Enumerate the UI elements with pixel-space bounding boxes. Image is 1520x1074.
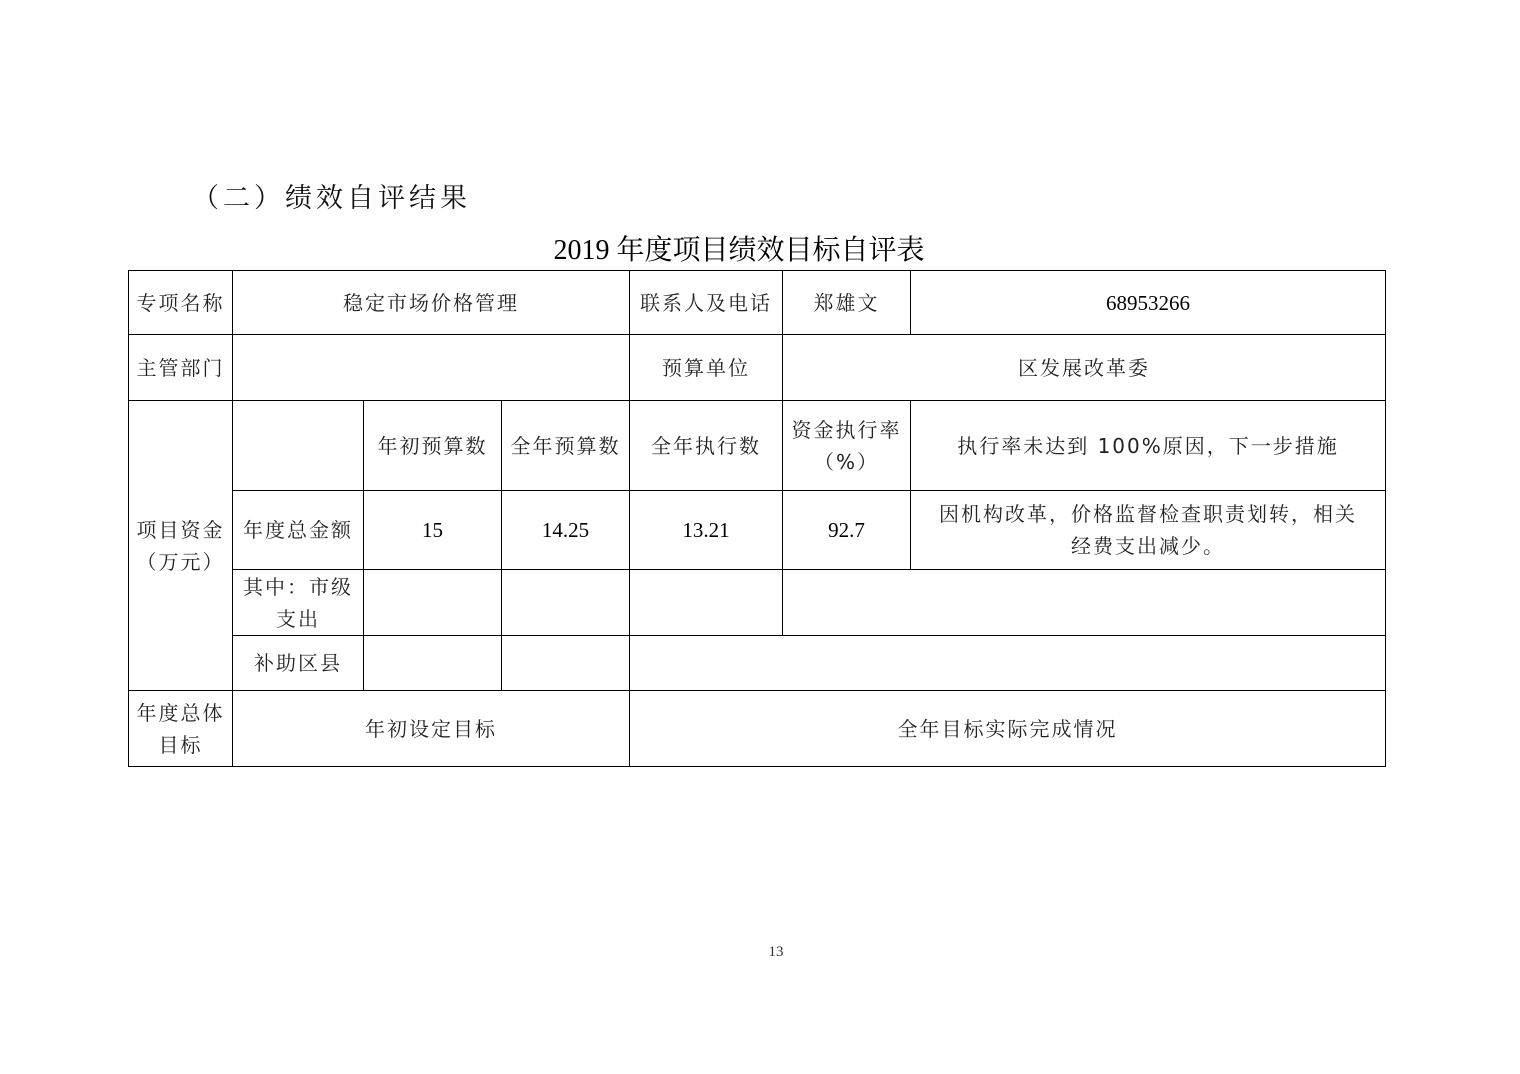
contact-label: 联系人及电话 <box>630 271 783 335</box>
annual-total-label: 年度总金额 <box>233 491 364 570</box>
budget-unit-label: 预算单位 <box>630 335 783 401</box>
page-number: 13 <box>768 944 784 960</box>
header-annual-budget: 全年预算数 <box>502 401 630 491</box>
annual-total-execution-rate: 92.7 <box>783 491 911 570</box>
department-label: 主管部门 <box>129 335 233 401</box>
header-execution-rate: 资金执行率（%） <box>783 401 911 491</box>
city-expense-remark <box>783 570 1386 636</box>
header-initial-budget: 年初预算数 <box>364 401 502 491</box>
annual-goal-label: 年度总体目标 <box>129 691 233 767</box>
header-annual-executed: 全年执行数 <box>630 401 783 491</box>
annual-total-reason: 因机构改革，价格监督检查职责划转，相关经费支出减少。 <box>911 491 1386 570</box>
funds-header-blank <box>233 401 364 491</box>
district-subsidy-row <box>129 636 1386 691</box>
project-row <box>129 271 1386 335</box>
annual-total-annual-budget: 14.25 <box>502 491 630 570</box>
header-reason: 执行率未达到 100%原因，下一步措施 <box>911 401 1386 491</box>
city-expense-annual-budget <box>502 570 630 636</box>
project-name-value: 稳定市场价格管理 <box>233 271 630 335</box>
city-expense-label: 其中：市级支出 <box>233 570 364 636</box>
budget-unit-value: 区发展改革委 <box>783 335 1386 401</box>
annual-total-row <box>129 491 1386 570</box>
funds-group-label: 项目资金（万元） <box>129 401 233 691</box>
department-value <box>233 335 630 401</box>
section-heading: （二）绩效自评结果 <box>192 183 471 214</box>
table-title: 2019 年度项目绩效目标自评表 <box>553 235 925 266</box>
city-expense-initial-budget <box>364 570 502 636</box>
funds-header-row <box>129 401 1386 491</box>
city-expense-executed <box>630 570 783 636</box>
annual-total-initial-budget: 15 <box>364 491 502 570</box>
initial-goal-label: 年初设定目标 <box>233 691 630 767</box>
actual-completion-label: 全年目标实际完成情况 <box>630 691 1386 767</box>
district-subsidy-label: 补助区县 <box>233 636 364 691</box>
annual-goal-row <box>129 691 1386 767</box>
district-subsidy-initial-budget <box>364 636 502 691</box>
department-row <box>129 335 1386 401</box>
contact-phone: 68953266 <box>911 271 1386 335</box>
annual-total-executed: 13.21 <box>630 491 783 570</box>
evaluation-table <box>128 270 1386 767</box>
district-subsidy-annual-budget <box>502 636 630 691</box>
contact-name: 郑雄文 <box>783 271 911 335</box>
city-expense-row <box>129 570 1386 636</box>
project-name-label: 专项名称 <box>129 271 233 335</box>
district-subsidy-remark <box>630 636 1386 691</box>
